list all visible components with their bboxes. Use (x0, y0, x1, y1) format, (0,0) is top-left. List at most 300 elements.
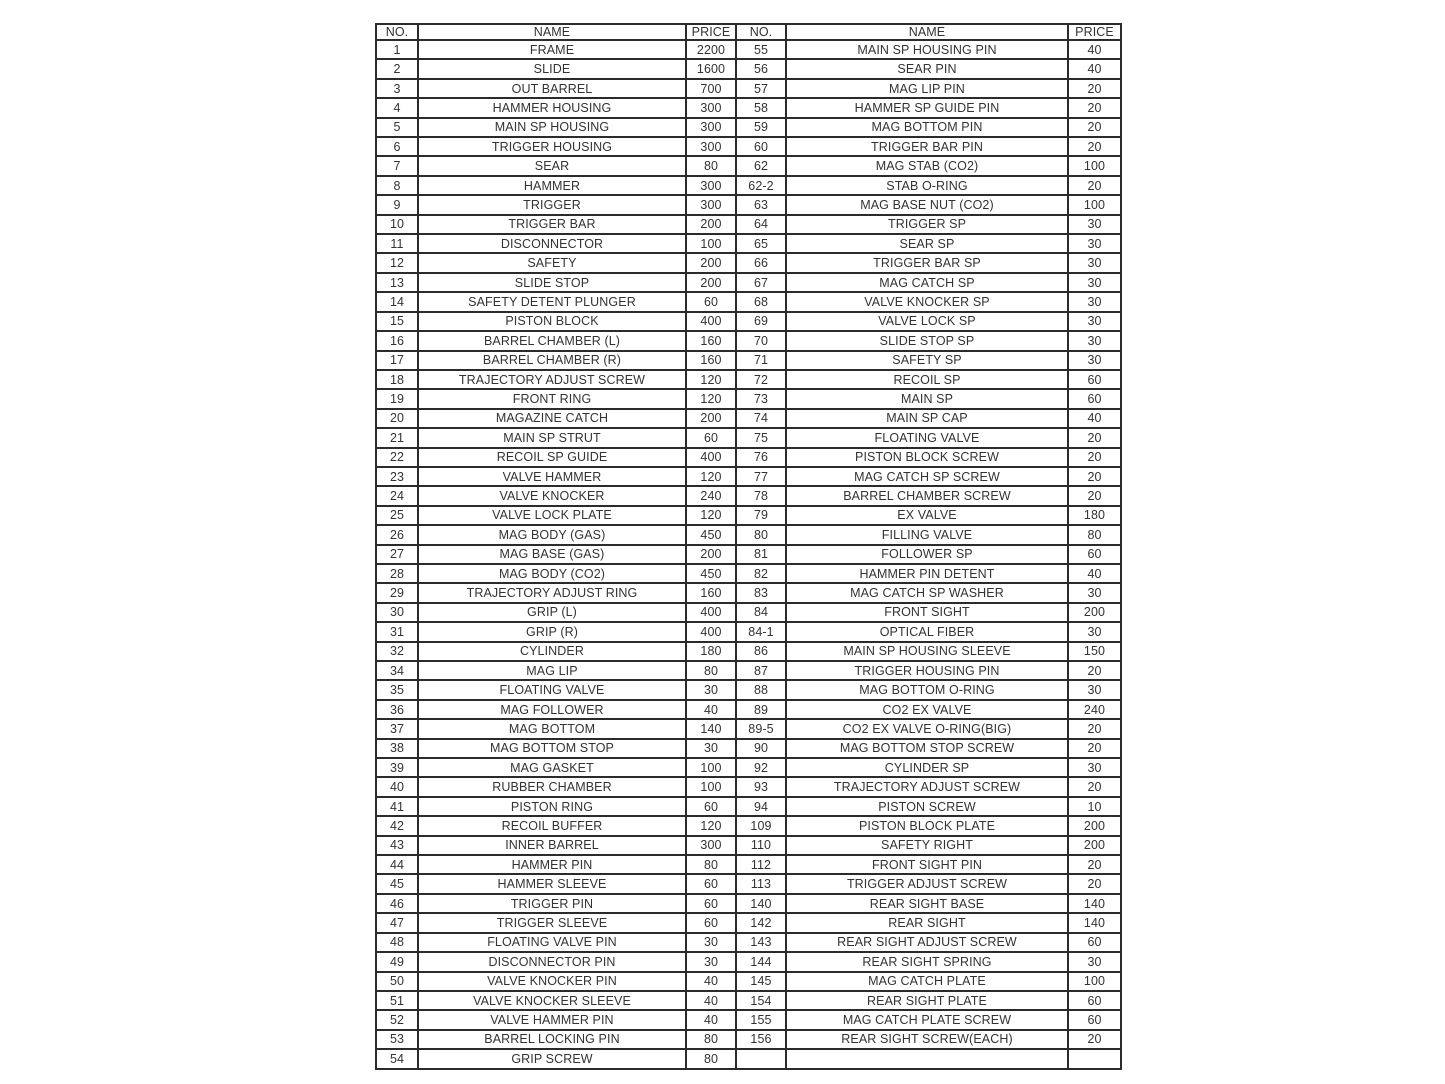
part-name-cell: FRONT SIGHT (786, 603, 1068, 622)
part-price-cell: 30 (686, 952, 736, 971)
part-name-cell: PISTON BLOCK SCREW (786, 448, 1068, 467)
part-no-cell: 36 (376, 700, 418, 719)
part-name-cell: SAFETY SP (786, 351, 1068, 370)
part-price-cell: 30 (1068, 253, 1121, 272)
part-name-cell: SEAR SP (786, 234, 1068, 253)
part-price-cell: 300 (686, 137, 736, 156)
part-no-cell: 84-1 (736, 622, 786, 641)
part-name-cell: MAG BOTTOM STOP (418, 739, 686, 758)
part-price-cell: 40 (686, 1010, 736, 1029)
part-price-cell: 200 (686, 409, 736, 428)
part-name-cell: PISTON SCREW (786, 797, 1068, 816)
part-no-cell: 5 (376, 118, 418, 137)
part-price-cell: 100 (686, 234, 736, 253)
part-price-cell: 30 (686, 739, 736, 758)
part-name-cell: FLOATING VALVE (786, 428, 1068, 447)
part-price-cell: 20 (1068, 739, 1121, 758)
table-row (376, 176, 1121, 195)
table-row (376, 739, 1121, 758)
table-row (376, 467, 1121, 486)
part-price-cell: 100 (1068, 195, 1121, 214)
part-name-cell: GRIP (L) (418, 603, 686, 622)
part-no-cell: 21 (376, 428, 418, 447)
part-name-cell: EX VALVE (786, 506, 1068, 525)
table-row (376, 428, 1121, 447)
part-no-cell: 19 (376, 389, 418, 408)
part-price-cell: 20 (1068, 79, 1121, 98)
table-row (376, 118, 1121, 137)
part-name-cell: MAG BASE NUT (CO2) (786, 195, 1068, 214)
part-price-cell: 30 (1068, 292, 1121, 311)
part-price-cell: 450 (686, 525, 736, 544)
table-row (376, 59, 1121, 78)
table-row (376, 331, 1121, 350)
part-no-cell: 79 (736, 506, 786, 525)
part-price-cell: 200 (1068, 603, 1121, 622)
part-price-cell: 60 (1068, 545, 1121, 564)
part-price-cell: 20 (1068, 661, 1121, 680)
part-price-cell: 20 (1068, 448, 1121, 467)
part-no-cell: 154 (736, 991, 786, 1010)
part-no-cell: 49 (376, 952, 418, 971)
part-name-cell: BARREL CHAMBER (L) (418, 331, 686, 350)
part-price-cell: 20 (1068, 486, 1121, 505)
part-price-cell: 120 (686, 389, 736, 408)
table-row (376, 253, 1121, 272)
table-row (376, 215, 1121, 234)
part-name-cell: TRIGGER ADJUST SCREW (786, 874, 1068, 893)
part-name-cell: TRIGGER SLEEVE (418, 913, 686, 932)
part-name-cell: MAG BODY (CO2) (418, 564, 686, 583)
part-no-cell: 38 (376, 739, 418, 758)
part-no-cell: 77 (736, 467, 786, 486)
table-row (376, 972, 1121, 991)
part-no-cell: 86 (736, 642, 786, 661)
part-no-cell: 3 (376, 79, 418, 98)
part-price-cell: 180 (686, 642, 736, 661)
part-name-cell: SLIDE STOP (418, 273, 686, 292)
part-name-cell: FLOATING VALVE PIN (418, 933, 686, 952)
table-row (376, 40, 1121, 59)
part-no-cell: 112 (736, 855, 786, 874)
part-price-cell: 20 (1068, 176, 1121, 195)
part-no-cell: 27 (376, 545, 418, 564)
part-name-cell: MAG BASE (GAS) (418, 545, 686, 564)
part-price-cell: 120 (686, 370, 736, 389)
table-row (376, 506, 1121, 525)
part-name-cell: TRIGGER PIN (418, 894, 686, 913)
part-name-cell: MAG STAB (CO2) (786, 156, 1068, 175)
part-name-cell: MAIN SP (786, 389, 1068, 408)
part-price-cell: 400 (686, 448, 736, 467)
part-name-cell: TRIGGER SP (786, 215, 1068, 234)
part-no-cell: 56 (736, 59, 786, 78)
part-no-cell: 39 (376, 758, 418, 777)
part-name-cell: MAG CATCH SP (786, 273, 1068, 292)
part-price-cell: 140 (686, 719, 736, 738)
part-price-cell: 20 (1068, 137, 1121, 156)
part-name-cell: PISTON BLOCK PLATE (786, 816, 1068, 835)
table-row (376, 312, 1121, 331)
part-no-cell: 15 (376, 312, 418, 331)
part-no-cell: 74 (736, 409, 786, 428)
part-name-cell: PISTON RING (418, 797, 686, 816)
part-name-cell: VALVE KNOCKER SLEEVE (418, 991, 686, 1010)
table-row (376, 1030, 1121, 1049)
part-name-cell: SEAR (418, 156, 686, 175)
table-row (376, 952, 1121, 971)
parts-price-table (375, 23, 1122, 1070)
part-price-cell: 150 (1068, 642, 1121, 661)
table-row (376, 1010, 1121, 1029)
part-name-cell: SAFETY (418, 253, 686, 272)
part-price-cell: 200 (686, 273, 736, 292)
part-no-cell: 57 (736, 79, 786, 98)
part-name-cell: FRONT SIGHT PIN (786, 855, 1068, 874)
part-no-cell: 37 (376, 719, 418, 738)
part-price-cell: 80 (686, 156, 736, 175)
part-no-cell: 66 (736, 253, 786, 272)
part-no-cell: 142 (736, 913, 786, 932)
part-no-cell: 41 (376, 797, 418, 816)
table-row (376, 545, 1121, 564)
part-price-cell: 60 (686, 797, 736, 816)
part-name-cell: DISCONNECTOR PIN (418, 952, 686, 971)
part-name-cell: CYLINDER SP (786, 758, 1068, 777)
part-no-cell: 11 (376, 234, 418, 253)
part-price-cell: 160 (686, 583, 736, 602)
part-price-cell: 240 (686, 486, 736, 505)
part-no-cell: 17 (376, 351, 418, 370)
part-name-cell (786, 1049, 1068, 1069)
part-price-cell: 200 (686, 253, 736, 272)
part-name-cell: MAG BOTTOM (418, 719, 686, 738)
part-no-cell: 47 (376, 913, 418, 932)
part-no-cell: 35 (376, 680, 418, 699)
part-no-cell: 52 (376, 1010, 418, 1029)
part-no-cell: 155 (736, 1010, 786, 1029)
part-price-cell: 30 (1068, 583, 1121, 602)
part-no-cell: 110 (736, 836, 786, 855)
part-name-cell: MAG FOLLOWER (418, 700, 686, 719)
part-name-cell: BARREL CHAMBER SCREW (786, 486, 1068, 505)
table-row (376, 758, 1121, 777)
part-name-cell: SAFETY DETENT PLUNGER (418, 292, 686, 311)
part-name-cell: VALVE HAMMER (418, 467, 686, 486)
table-row (376, 603, 1121, 622)
part-price-cell: 120 (686, 506, 736, 525)
table-row (376, 700, 1121, 719)
part-name-cell: VALVE LOCK PLATE (418, 506, 686, 525)
table-row (376, 874, 1121, 893)
part-name-cell: HAMMER SP GUIDE PIN (786, 98, 1068, 117)
table-row (376, 137, 1121, 156)
table-row (376, 98, 1121, 117)
table-row (376, 933, 1121, 952)
part-price-cell: 40 (1068, 564, 1121, 583)
part-name-cell: FOLLOWER SP (786, 545, 1068, 564)
part-no-cell: 59 (736, 118, 786, 137)
table-row (376, 409, 1121, 428)
part-price-cell: 60 (686, 874, 736, 893)
part-no-cell: 69 (736, 312, 786, 331)
part-no-cell: 62-2 (736, 176, 786, 195)
part-no-cell: 40 (376, 777, 418, 796)
column-header-name-left: NAME (418, 24, 686, 40)
part-name-cell: HAMMER SLEEVE (418, 874, 686, 893)
part-name-cell: MAG GASKET (418, 758, 686, 777)
part-name-cell: FRONT RING (418, 389, 686, 408)
part-no-cell: 10 (376, 215, 418, 234)
part-name-cell: MAG CATCH SP SCREW (786, 467, 1068, 486)
part-no-cell (736, 1049, 786, 1069)
part-no-cell: 1 (376, 40, 418, 59)
part-no-cell: 45 (376, 874, 418, 893)
part-no-cell: 12 (376, 253, 418, 272)
table-row (376, 836, 1121, 855)
table-row (376, 292, 1121, 311)
part-no-cell: 89 (736, 700, 786, 719)
part-name-cell: VALVE KNOCKER PIN (418, 972, 686, 991)
table-row (376, 816, 1121, 835)
table-row (376, 389, 1121, 408)
part-price-cell: 40 (686, 972, 736, 991)
part-name-cell: MAG CATCH PLATE SCREW (786, 1010, 1068, 1029)
part-name-cell: REAR SIGHT PLATE (786, 991, 1068, 1010)
part-name-cell: TRIGGER BAR SP (786, 253, 1068, 272)
parts-price-table-container (375, 23, 1120, 1070)
column-header-price-right: PRICE (1068, 24, 1121, 40)
part-price-cell: 100 (686, 777, 736, 796)
part-no-cell: 73 (736, 389, 786, 408)
part-no-cell: 72 (736, 370, 786, 389)
part-no-cell: 44 (376, 855, 418, 874)
part-name-cell: MAG BOTTOM O-RING (786, 680, 1068, 699)
part-price-cell: 80 (686, 661, 736, 680)
part-name-cell: DISCONNECTOR (418, 234, 686, 253)
table-row (376, 234, 1121, 253)
part-price-cell: 30 (1068, 680, 1121, 699)
part-no-cell: 54 (376, 1049, 418, 1069)
part-price-cell: 30 (1068, 312, 1121, 331)
part-name-cell: TRIGGER BAR (418, 215, 686, 234)
part-name-cell: STAB O-RING (786, 176, 1068, 195)
part-no-cell: 18 (376, 370, 418, 389)
part-name-cell: MAG CATCH SP WASHER (786, 583, 1068, 602)
part-no-cell: 145 (736, 972, 786, 991)
part-no-cell: 43 (376, 836, 418, 855)
table-row (376, 583, 1121, 602)
part-price-cell: 60 (1068, 389, 1121, 408)
part-no-cell: 62 (736, 156, 786, 175)
part-price-cell: 400 (686, 312, 736, 331)
column-header-price-left: PRICE (686, 24, 736, 40)
part-no-cell: 75 (736, 428, 786, 447)
table-row (376, 79, 1121, 98)
part-no-cell: 32 (376, 642, 418, 661)
part-no-cell: 50 (376, 972, 418, 991)
part-price-cell: 200 (1068, 836, 1121, 855)
part-no-cell: 13 (376, 273, 418, 292)
part-price-cell: 80 (1068, 525, 1121, 544)
table-row (376, 797, 1121, 816)
part-name-cell: REAR SIGHT BASE (786, 894, 1068, 913)
part-no-cell: 8 (376, 176, 418, 195)
part-price-cell: 20 (1068, 719, 1121, 738)
part-name-cell: TRIGGER (418, 195, 686, 214)
part-no-cell: 26 (376, 525, 418, 544)
part-price-cell: 20 (1068, 118, 1121, 137)
part-name-cell: FLOATING VALVE (418, 680, 686, 699)
table-row (376, 855, 1121, 874)
table-row (376, 156, 1121, 175)
part-name-cell: MAG BOTTOM PIN (786, 118, 1068, 137)
part-no-cell: 113 (736, 874, 786, 893)
part-no-cell: 76 (736, 448, 786, 467)
part-no-cell: 82 (736, 564, 786, 583)
part-price-cell: 2200 (686, 40, 736, 59)
part-name-cell: MAG CATCH PLATE (786, 972, 1068, 991)
part-name-cell: CO2 EX VALVE (786, 700, 1068, 719)
part-price-cell: 30 (686, 680, 736, 699)
part-price-cell: 80 (686, 1049, 736, 1069)
part-name-cell: HAMMER PIN DETENT (786, 564, 1068, 583)
part-price-cell: 160 (686, 351, 736, 370)
part-name-cell: BARREL CHAMBER (R) (418, 351, 686, 370)
part-no-cell: 70 (736, 331, 786, 350)
part-name-cell: TRAJECTORY ADJUST SCREW (786, 777, 1068, 796)
part-no-cell: 14 (376, 292, 418, 311)
part-price-cell: 40 (686, 991, 736, 1010)
part-name-cell: OUT BARREL (418, 79, 686, 98)
part-no-cell: 48 (376, 933, 418, 952)
part-no-cell: 140 (736, 894, 786, 913)
table-row (376, 913, 1121, 932)
part-name-cell: MAIN SP HOUSING SLEEVE (786, 642, 1068, 661)
part-price-cell: 400 (686, 622, 736, 641)
part-price-cell: 60 (1068, 991, 1121, 1010)
part-name-cell: TRIGGER HOUSING (418, 137, 686, 156)
part-name-cell: HAMMER HOUSING (418, 98, 686, 117)
table-row (376, 894, 1121, 913)
part-name-cell: TRAJECTORY ADJUST RING (418, 583, 686, 602)
table-row (376, 525, 1121, 544)
part-name-cell: MAIN SP STRUT (418, 428, 686, 447)
part-no-cell: 22 (376, 448, 418, 467)
part-no-cell: 29 (376, 583, 418, 602)
part-no-cell: 88 (736, 680, 786, 699)
part-price-cell: 300 (686, 836, 736, 855)
part-price-cell: 140 (1068, 913, 1121, 932)
part-name-cell: TRAJECTORY ADJUST SCREW (418, 370, 686, 389)
table-row (376, 1049, 1121, 1069)
part-name-cell: REAR SIGHT (786, 913, 1068, 932)
part-name-cell: MAG LIP (418, 661, 686, 680)
part-no-cell: 30 (376, 603, 418, 622)
part-price-cell: 700 (686, 79, 736, 98)
part-price-cell: 20 (1068, 1030, 1121, 1049)
part-no-cell: 28 (376, 564, 418, 583)
part-price-cell: 30 (1068, 234, 1121, 253)
part-name-cell: TRIGGER BAR PIN (786, 137, 1068, 156)
part-name-cell: HAMMER PIN (418, 855, 686, 874)
table-row (376, 719, 1121, 738)
table-row (376, 777, 1121, 796)
part-price-cell: 40 (1068, 409, 1121, 428)
part-no-cell: 65 (736, 234, 786, 253)
part-name-cell: MAG BODY (GAS) (418, 525, 686, 544)
table-row (376, 680, 1121, 699)
table-row (376, 273, 1121, 292)
part-price-cell: 450 (686, 564, 736, 583)
part-price-cell: 120 (686, 816, 736, 835)
table-row (376, 564, 1121, 583)
table-row (376, 642, 1121, 661)
part-no-cell: 92 (736, 758, 786, 777)
part-name-cell: INNER BARREL (418, 836, 686, 855)
part-name-cell: REAR SIGHT ADJUST SCREW (786, 933, 1068, 952)
part-name-cell: VALVE LOCK SP (786, 312, 1068, 331)
table-row (376, 448, 1121, 467)
table-row (376, 486, 1121, 505)
part-price-cell: 140 (1068, 894, 1121, 913)
part-price-cell: 240 (1068, 700, 1121, 719)
part-no-cell: 68 (736, 292, 786, 311)
table-row (376, 370, 1121, 389)
part-no-cell: 51 (376, 991, 418, 1010)
part-price-cell: 30 (1068, 331, 1121, 350)
part-price-cell: 60 (1068, 1010, 1121, 1029)
part-name-cell: CO2 EX VALVE O-RING(BIG) (786, 719, 1068, 738)
part-price-cell: 200 (1068, 816, 1121, 835)
part-no-cell: 4 (376, 98, 418, 117)
part-no-cell: 63 (736, 195, 786, 214)
part-name-cell: OPTICAL FIBER (786, 622, 1068, 641)
part-no-cell: 67 (736, 273, 786, 292)
part-price-cell: 20 (1068, 874, 1121, 893)
part-name-cell: SEAR PIN (786, 59, 1068, 78)
part-price-cell: 30 (1068, 952, 1121, 971)
part-name-cell: SLIDE STOP SP (786, 331, 1068, 350)
part-price-cell: 20 (1068, 428, 1121, 447)
part-no-cell: 94 (736, 797, 786, 816)
table-row (376, 195, 1121, 214)
part-price-cell: 30 (1068, 351, 1121, 370)
part-price-cell: 20 (1068, 855, 1121, 874)
part-no-cell: 2 (376, 59, 418, 78)
part-price-cell: 200 (686, 215, 736, 234)
part-name-cell: FRAME (418, 40, 686, 59)
part-price-cell: 300 (686, 195, 736, 214)
part-name-cell: RUBBER CHAMBER (418, 777, 686, 796)
part-no-cell: 78 (736, 486, 786, 505)
column-header-no-left: NO. (376, 24, 418, 40)
table-body (376, 40, 1121, 1069)
part-price-cell: 40 (1068, 40, 1121, 59)
part-name-cell: MAGAZINE CATCH (418, 409, 686, 428)
part-name-cell: VALVE KNOCKER (418, 486, 686, 505)
part-price-cell: 80 (686, 1030, 736, 1049)
part-no-cell: 90 (736, 739, 786, 758)
part-no-cell: 53 (376, 1030, 418, 1049)
part-price-cell: 10 (1068, 797, 1121, 816)
part-price-cell: 20 (1068, 777, 1121, 796)
part-price-cell: 400 (686, 603, 736, 622)
part-name-cell: RECOIL BUFFER (418, 816, 686, 835)
part-price-cell: 120 (686, 467, 736, 486)
part-price-cell: 300 (686, 118, 736, 137)
part-no-cell: 144 (736, 952, 786, 971)
